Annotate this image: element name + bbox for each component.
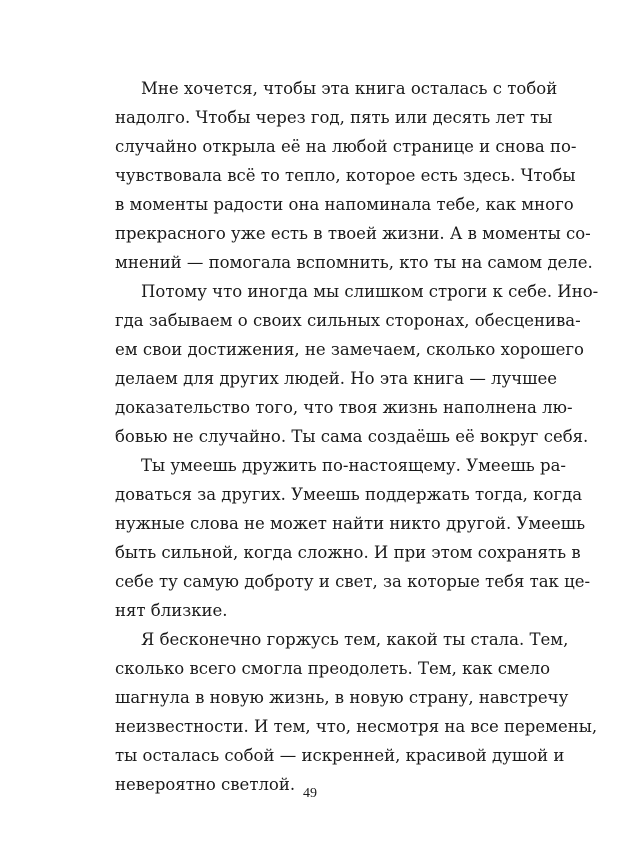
page-number: 49 — [303, 786, 317, 801]
text-line: гда забываем о своих сильных сторонах, обесценива- — [115, 311, 581, 330]
text-line: нужные слова не может найти никто другой. Умеешь — [115, 514, 586, 533]
text-line: Ты умеешь дружить по-настоящему. Умеешь ра- — [141, 456, 567, 475]
text-line: неизвестности. И тем, что, несмотря на все перемены, — [115, 717, 598, 736]
text-line: делаем для других людей. Но эта книга — лучшее — [115, 369, 558, 388]
text-line: быть сильной, когда сложно. И при этом сохранять в — [115, 543, 581, 562]
paragraph-2 — [115, 277, 599, 451]
text-line: прекрасного уже есть в твоей жизни. А в моменты со- — [115, 224, 591, 243]
text-line: ты осталась собой — искренней, красивой душой и — [115, 746, 565, 765]
text-line: себе ту самую доброту и свет, за которые тебя так це- — [115, 572, 591, 591]
text-line: чувствовала всё то тепло, которое есть здесь. Чтобы — [115, 166, 576, 185]
text-line: шагнула в новую жизнь, в новую страну, навстречу — [115, 688, 569, 707]
body-text — [115, 74, 599, 799]
text-line: ем свои достижения, не замечаем, сколько хорошего — [115, 340, 584, 359]
text-line: невероятно светлой. — [115, 775, 296, 794]
text-line: доваться за других. Умеешь поддержать тогда, когда — [115, 485, 583, 504]
text-line: надолго. Чтобы через год, пять или десять лет ты — [115, 108, 553, 127]
text-line: доказательство того, что твоя жизнь наполнена лю- — [115, 398, 573, 417]
text-line: в моменты радости она напоминала тебе, как много — [115, 195, 574, 214]
text-line: случайно открыла её на любой странице и снова по- — [115, 137, 577, 156]
text-line: Мне хочется, чтобы эта книга осталась с тобой — [141, 79, 558, 98]
paragraph-1 — [115, 74, 593, 277]
text-line: нят близкие. — [115, 601, 228, 620]
paragraph-4 — [115, 625, 598, 799]
text-line: Потому что иногда мы слишком строги к себе. Ино- — [141, 282, 599, 301]
text-line: мнений — помогала вспомнить, кто ты на самом деле. — [115, 253, 593, 272]
text-line: бовью не случайно. Ты сама создаёшь её вокруг себя. — [115, 427, 589, 446]
text-line: сколько всего смогла преодолеть. Тем, как смело — [115, 659, 551, 678]
text-line: Я бесконечно горжусь тем, какой ты стала. Тем, — [141, 630, 569, 649]
paragraph-3 — [115, 451, 591, 625]
